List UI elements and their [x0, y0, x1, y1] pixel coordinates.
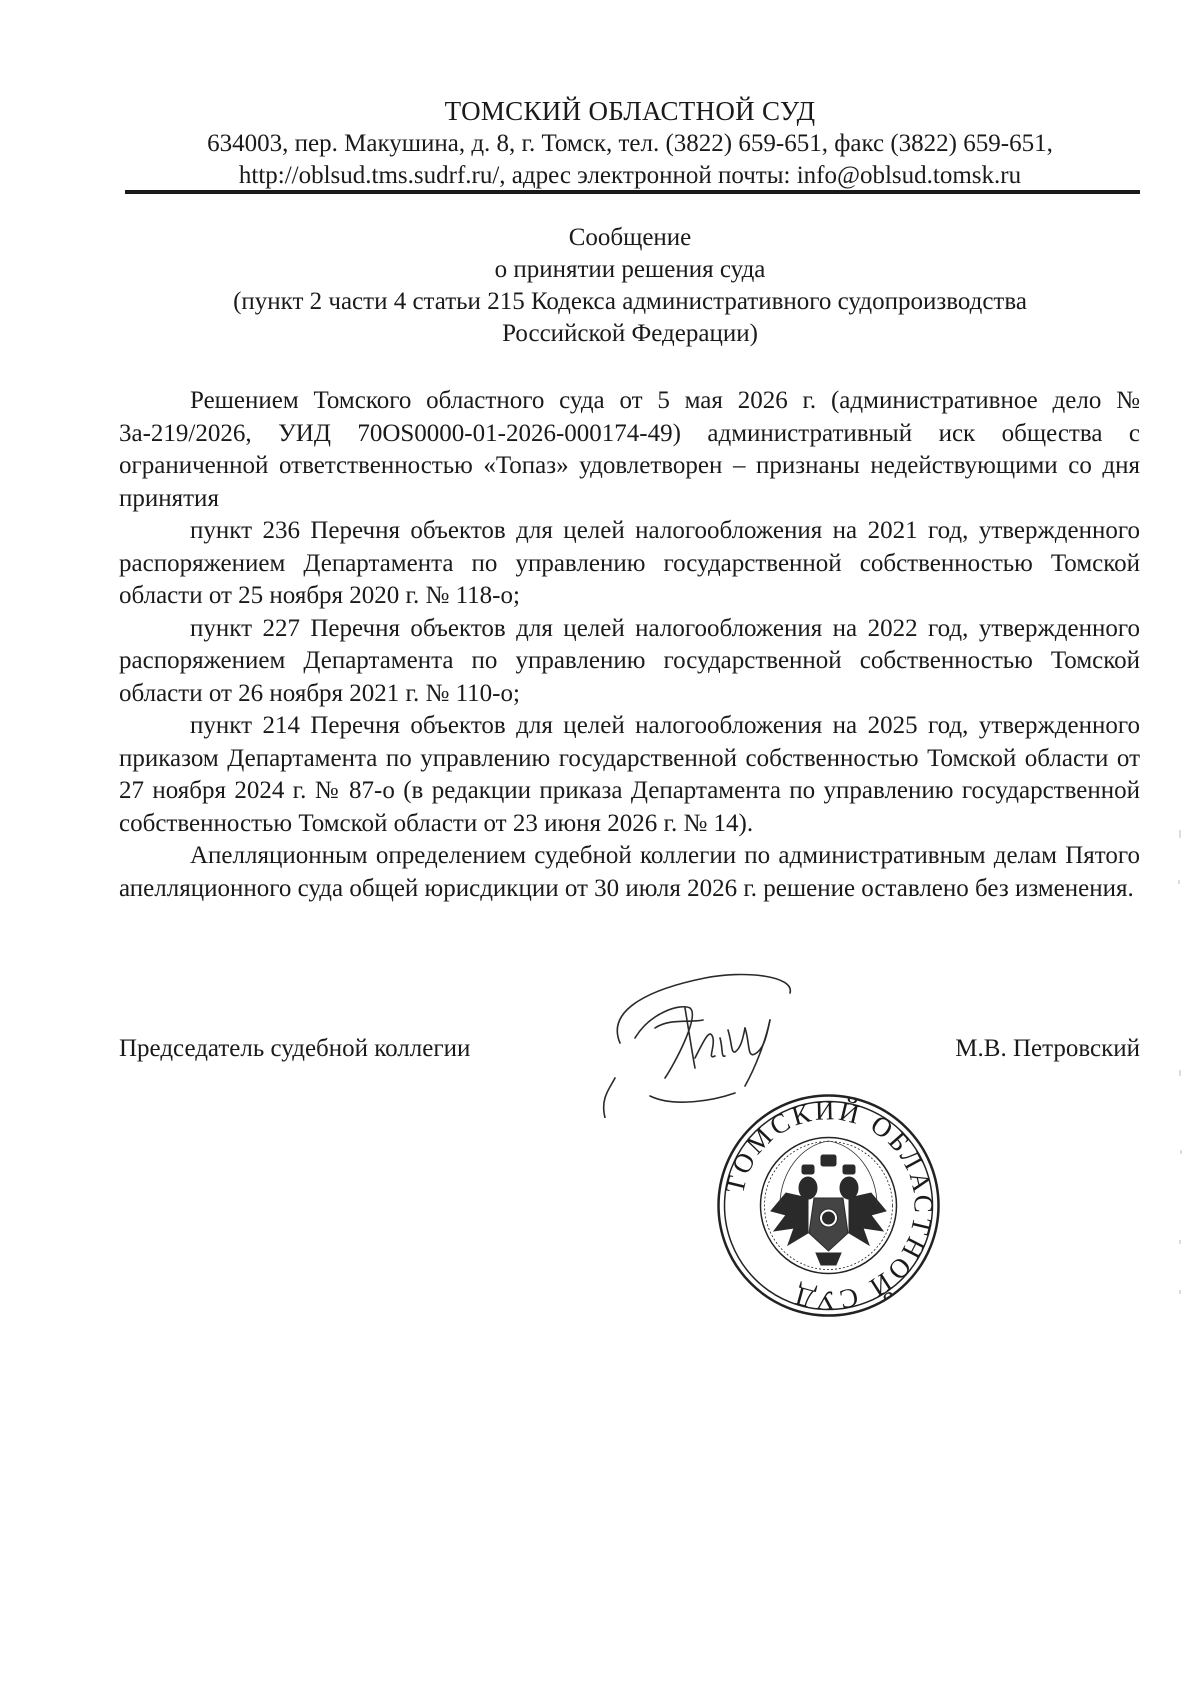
title-line-4: Российской Федерации): [502, 320, 758, 347]
document-title: [160, 222, 1100, 350]
letterhead-rule: [125, 190, 1140, 194]
annulled-item-227: пункт 227 Перечня объектов для целей налогообложения на 2022 год, утвержденного распоряжением Департамента по управлению государственной собственностью Томской области от 26 ноября 2021 г. № 110-о;: [119, 614, 1140, 707]
letterhead: [120, 94, 1140, 192]
svg-text:ТОМСКИЙ ОБЛАСТНОЙ СУД: ТОМСКИЙ ОБЛАСТНОЙ СУД: [719, 1095, 939, 1316]
annulled-item-214: пункт 214 Перечня объектов для целей налогообложения на 2025 год, утвержденного приказом Департамента по управлению государственной собственностью Томской области от 27 ноября 2024 г. № 87-о (в редакции приказа Департамента по управлению государственной собственностью Томской области от 23 июня 2026 г. № 14).: [119, 712, 1140, 837]
court-name: ТОМСКИЙ ОБЛАСТНОЙ СУД: [444, 96, 816, 126]
annulled-item-236: пункт 236 Перечня объектов для целей налогообложения на 2021 год, утвержденного распоряжением Департамента по управлению государственной собственностью Томской области от 25 ноября 2020 г. № 118-о;: [119, 517, 1140, 609]
court-contacts: http://oblsud.tms.sudrf.ru/, адрес электронной почты: info@oblsud.tomsk.ru: [238, 162, 1022, 189]
title-line-3: (пункт 2 части 4 статьи 215 Кодекса административного судопроизводства: [233, 288, 1027, 315]
signatory-position: Председатель судебной коллегии: [119, 1035, 471, 1062]
decision-paragraph: Решением Томского областного суда от 5 мая 2026 г. (административное дело № 3а-219/2026, УИД 70OS0000-01-2026-000174-49) административный иск общества с ограниченной ответственностью «Топаз» удовлетворен – признаны недействующими со дня принятия: [119, 387, 1140, 512]
document-body: [119, 385, 1140, 905]
title-line-1: Сообщение: [568, 224, 692, 251]
signatory-name: М.В. Петровский: [955, 1035, 1140, 1062]
scan-margin-marks: [1170, 820, 1190, 1320]
court-seal: [716, 1093, 941, 1318]
title-line-2: о принятии решения суда: [494, 256, 766, 283]
court-address: 634003, пер. Макушина, д. 8, г. Томск, тел. (3822) 659-651, факс (3822) 659-651,: [207, 130, 1053, 157]
appeal-paragraph: Апелляционным определением судебной коллегии по административным делам Пятого апелляционного суда общей юрисдикции от 30 июля 2026 г. решение оставлено без изменения.: [119, 842, 1140, 902]
